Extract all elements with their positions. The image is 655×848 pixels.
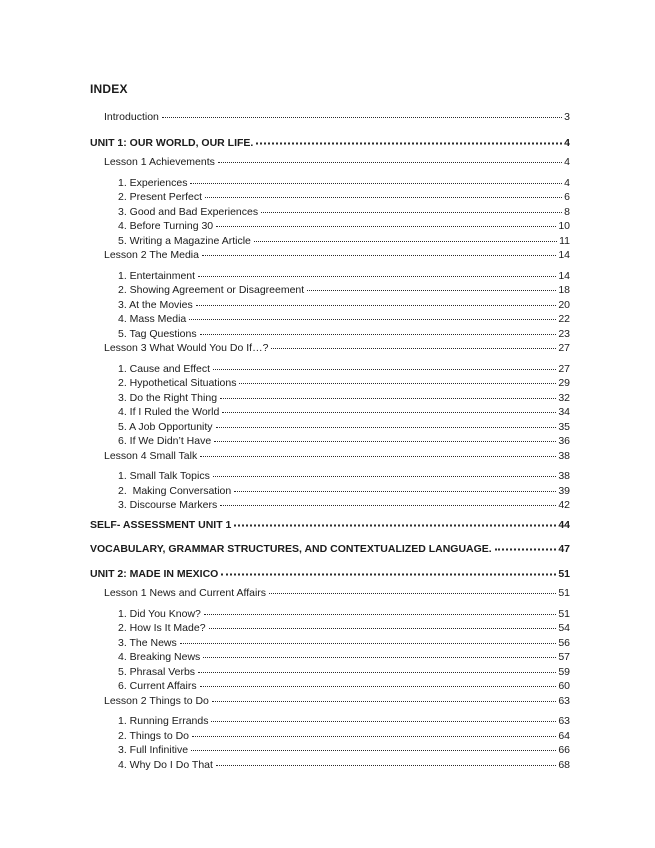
toc-entry-page: 35 [558,420,570,433]
toc-entry[interactable] [90,269,570,284]
toc-entry-label: UNIT 1: OUR WORLD, OUR LIFE. [90,136,254,149]
toc-entry-page: 6 [564,191,570,203]
dot-leader [205,197,562,198]
toc-entry[interactable] [90,607,570,622]
toc-entry-label: Lesson 1 Achievements [104,156,215,168]
toc-entry-label: 3. At the Movies [118,298,193,311]
toc-entry[interactable] [90,176,570,191]
toc-entry-label: 4. Before Turning 30 [118,220,214,232]
toc-entry[interactable] [90,110,570,125]
toc-entry-page: 63 [558,694,570,707]
toc-entry-page: 11 [559,234,570,247]
toc-entry-label: 6. Current Affairs [118,680,197,692]
toc-entry[interactable] [90,567,570,582]
toc-entry[interactable] [90,155,570,170]
toc-entry[interactable] [90,498,570,513]
toc-entry[interactable] [90,484,570,499]
toc-entry-page: 63 [558,715,570,727]
toc-entry-label: 1. Small Talk Topics [118,470,210,482]
dot-leader [216,427,557,428]
toc-entry-page: 54 [558,622,570,634]
dot-leader [211,721,556,722]
toc-entry[interactable] [90,679,570,694]
toc-entry-page: 36 [558,435,570,447]
dot-leader [190,183,562,184]
toc-entry-label: 4. Why Do I Do That [118,758,213,771]
toc-entry[interactable] [90,621,570,636]
toc-entry[interactable] [90,542,570,557]
toc-entry-label: 1. Entertainment [118,269,196,282]
toc-entry-label: Lesson 4 Small Talk [104,449,198,462]
toc-entry-label: 6. If We Didn’t Have [118,435,212,447]
toc-entry-page: 3 [564,111,570,123]
toc-entry-label: 4. If I Ruled the World [118,406,220,418]
toc-entry-page: 68 [558,758,570,771]
toc-entry-label: 5. Writing a Magazine Article [118,234,251,247]
dot-leader [216,226,556,227]
toc-entry-page: 14 [558,269,570,282]
toc-entry-label: 3. The News [118,636,177,649]
toc-entry[interactable] [90,650,570,665]
dot-leader [198,276,556,277]
toc-entry-page: 14 [558,249,570,261]
dot-leader [220,398,556,399]
dot-leader [200,686,557,687]
dot-leader [220,505,556,506]
toc-entry-page: 44 [558,518,570,531]
toc-entry-page: 51 [558,567,570,580]
dot-leader [269,593,556,594]
toc-entry-page: 29 [558,377,570,389]
dot-leader [209,628,557,629]
dot-leader [192,736,556,737]
toc-entry-page: 34 [558,406,570,418]
toc-entry-label: 3. Do the Right Thing [118,391,218,404]
toc-entry[interactable] [90,219,570,234]
table-of-contents [90,110,570,772]
toc-entry-page: 66 [558,744,570,756]
dot-leader [216,765,556,766]
toc-entry-label: 2. Present Perfect [118,191,203,203]
toc-entry-page: 39 [558,484,570,497]
dot-leader [162,117,562,118]
toc-entry[interactable] [90,312,570,327]
toc-entry-label: UNIT 2: MADE IN MEXICO [90,567,219,580]
toc-entry-label: Lesson 1 News and Current Affairs [104,587,267,599]
toc-entry[interactable] [90,729,570,744]
dot-leader [254,241,557,242]
toc-entry[interactable] [90,518,570,533]
toc-entry-label: 1. Did You Know? [118,607,201,620]
toc-entry[interactable] [90,434,570,449]
toc-entry-page: 27 [558,362,570,375]
toc-entry[interactable] [90,391,570,406]
toc-entry-label: 3. Full Infinitive [118,744,189,756]
toc-entry[interactable] [90,743,570,758]
toc-entry-page: 42 [558,499,570,511]
toc-entry-page: 51 [558,607,570,620]
dot-leader [213,476,556,477]
toc-entry[interactable] [90,341,570,356]
toc-entry[interactable] [90,327,570,342]
toc-entry-page: 56 [558,636,570,649]
toc-entry[interactable] [90,665,570,680]
dot-leader [307,290,556,291]
toc-entry-label: 3. Discourse Markers [118,499,218,511]
page-title: INDEX [90,82,128,96]
toc-entry[interactable] [90,205,570,220]
toc-entry-page: 4 [564,156,570,168]
toc-entry[interactable] [90,298,570,313]
toc-entry-page: 38 [558,449,570,462]
toc-entry-label: Lesson 2 The Media [104,249,199,261]
toc-entry-label: 1. Cause and Effect [118,362,211,375]
dot-leader [200,334,557,335]
dot-leader [202,255,556,256]
dot-leader [204,614,556,615]
toc-entry-page: 4 [564,136,570,149]
toc-entry[interactable] [90,405,570,420]
toc-entry-page: 59 [558,665,570,678]
toc-entry-page: 57 [558,651,570,663]
dot-leader [221,573,556,575]
toc-entry[interactable] [90,234,570,249]
toc-entry-page: 18 [558,284,570,296]
toc-entry[interactable] [90,248,570,263]
toc-entry[interactable] [90,420,570,435]
dot-leader [203,657,556,658]
dot-leader [180,643,557,644]
toc-entry-label: Lesson 3 What Would You Do If…? [104,342,269,354]
toc-entry[interactable] [90,636,570,651]
toc-entry-label: 5. A Job Opportunity [118,420,213,433]
toc-entry-page: 38 [558,470,570,482]
toc-entry-label: 2. Hypothetical Situations [118,377,237,389]
dot-leader [261,212,562,213]
toc-entry-label: 1. Experiences [118,176,188,189]
toc-entry[interactable] [90,362,570,377]
toc-entry-page: 27 [558,342,570,354]
toc-entry[interactable] [90,758,570,773]
toc-entry[interactable] [90,469,570,484]
dot-leader [271,348,556,349]
toc-entry-page: 20 [558,298,570,311]
toc-entry-label: 1. Running Errands [118,715,209,727]
toc-entry-label: 2. Making Conversation [118,484,232,497]
dot-leader [218,162,562,163]
toc-entry-label: 4. Mass Media [118,313,187,325]
toc-entry[interactable] [90,586,570,601]
dot-leader [495,549,557,551]
dot-leader [200,456,556,457]
toc-entry-page: 10 [558,220,570,232]
toc-entry-page: 47 [558,543,570,555]
dot-leader [189,319,556,320]
toc-entry-page: 22 [558,313,570,325]
dot-leader [214,441,556,442]
toc-entry[interactable] [90,283,570,298]
toc-entry-label: VOCABULARY, GRAMMAR STRUCTURES, AND CONTEXTUALIZED LANGUAGE. [90,543,492,555]
dot-leader [198,672,556,673]
toc-entry-page: 64 [558,729,570,742]
toc-entry-page: 4 [564,176,570,189]
toc-entry[interactable] [90,449,570,464]
toc-entry-label: 4. Breaking News [118,651,201,663]
toc-entry[interactable] [90,190,570,205]
toc-entry[interactable] [90,376,570,391]
toc-entry[interactable] [90,694,570,709]
toc-entry-page: 51 [558,587,570,599]
toc-entry-label: 5. Phrasal Verbs [118,665,196,678]
toc-entry-label: 5. Tag Questions [118,327,197,340]
dot-leader [234,491,556,492]
dot-leader [256,142,562,144]
dot-leader [222,412,556,413]
toc-entry-label: Introduction [104,111,159,123]
toc-entry[interactable] [90,714,570,729]
dot-leader [212,701,556,702]
toc-entry-label: SELF- ASSESSMENT UNIT 1 [90,518,232,531]
toc-entry-page: 32 [558,391,570,404]
dot-leader [239,383,556,384]
dot-leader [213,369,556,370]
toc-entry[interactable] [90,136,570,151]
toc-entry-page: 23 [558,327,570,340]
toc-entry-label: Lesson 2 Things to Do [104,694,209,707]
dot-leader [234,524,556,526]
toc-entry-label: 2. Showing Agreement or Disagreement [118,284,305,296]
dot-leader [191,750,556,751]
toc-entry-label: 3. Good and Bad Experiences [118,205,259,218]
toc-entry-page: 60 [558,680,570,692]
toc-entry-label: 2. Things to Do [118,729,190,742]
dot-leader [196,305,557,306]
toc-entry-label: 2. How Is It Made? [118,622,206,634]
toc-entry-page: 8 [564,205,570,218]
